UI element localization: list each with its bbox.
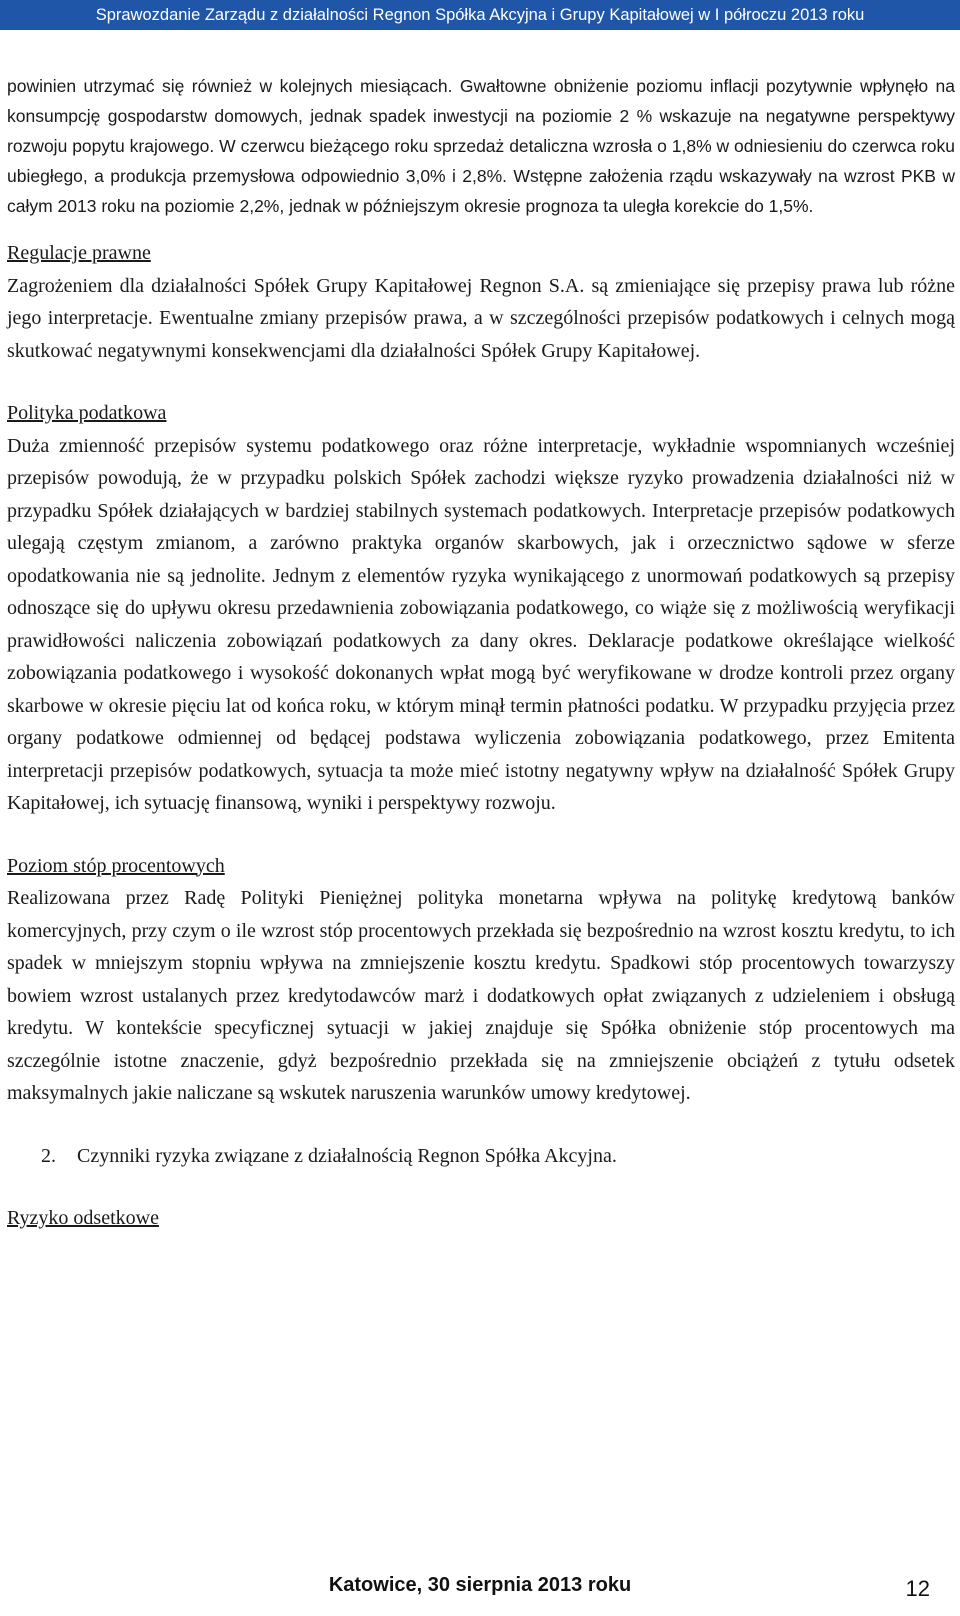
section-body-regulacje: Zagrożeniem dla działalności Spółek Grupy Kapitałowej Regnon S.A. są zmieniające się przepisy prawa lub różne jego interpretacje. Ewentualne zmiany przepisów prawa, a w szczególności przepisów podatkowych i celnych mogą skutkować negatywnymi konsekwencjami dla działalności Spółek Grupy Kapitałowej. xyxy=(7,274,955,362)
footer-place-date: Katowice, 30 sierpnia 2013 roku xyxy=(328,1574,632,1596)
intro-paragraph: powinien utrzymać się również w kolejnych miesiącach. Gwałtowne obniżenie poziomu inflacji pozytywnie wpłynęło na konsumpcję gospodarstw domowych, jednak spadek inwestycji na poziomie 2 % wskazuje na negatywne perspektywy rozwoju popytu krajowego. W czerwcu bieżącego roku sprzedaż detaliczna wzrosła o 1,8% w odniesieniu do czerwca roku ubiegłego, a produkcja przemysłowa odpowiednio 3,0% i 2,8%. Wstępne założenia rządu wskazywały na wzrost PKB w całym 2013 roku na poziomie 2,2%, jednak w późniejszym okresie prognoza ta uległa korekcie do 1,5%. xyxy=(7,76,955,216)
numbered-list-item xyxy=(7,1140,955,1173)
section-heading-polityka: Polityka podatkowa xyxy=(7,402,167,424)
document-header xyxy=(0,0,960,30)
document-body xyxy=(7,71,955,1235)
list-item-number: 2. xyxy=(41,1144,56,1167)
page-number: 12 xyxy=(905,1576,930,1601)
list-item-text: Czynniki ryzyka związane z działalnością Regnon Spółka Akcyjna. xyxy=(77,1144,617,1167)
section-heading-stopy: Poziom stóp procentowych xyxy=(7,854,225,877)
section-heading-odsetkowe: Ryzyko odsetkowe xyxy=(7,1207,159,1229)
section-body-stopy: Realizowana przez Radę Polityki Pieniężnej polityka monetarna wpływa na politykę kredytową banków komercyjnych, przy czym o ile wzrost stóp procentowych przekłada się bezpośrednio na wzrost kosztu kredytu, to ich spadek w mniejszym stopniu wpływa na zmniejszenie kosztu kredytu. Spadkowi stóp procentowych towarzyszy bowiem wzrost ustalanych przez kredytodawców marż i dodatkowych opłat związanych z udzieleniem i obsługą kredytu. W kontekście specyficznej sytuacji w jakiej znajduje się Spółka obniżenie stóp procentowych ma szczególnie istotne znaczenie, gdyż bezpośrednio przekłada się na zmniejszenie obciążeń z tytułu odsetek maksymalnych jakie naliczane są wskutek naruszenia warunków umowy kredytowej. xyxy=(7,887,955,1104)
section-heading-regulacje: Regulacje prawne xyxy=(7,242,151,264)
document-header-title: Sprawozdanie Zarządu z działalności Regnon Spółka Akcyjna i Grupy Kapitałowej w I półroczu 2013 roku xyxy=(95,6,865,24)
section-body-polityka: Duża zmienność przepisów systemu podatkowego oraz różne interpretacje, wykładnie wspomnianych wcześniej przepisów powodują, że w przypadku polskich Spółek zachodzi większe ryzyko prowadzenia działalności niż w przypadku Spółek działających w bardziej stabilnych systemach podatkowych. Interpretacje przepisów podatkowych ulegają częstym zmianom, a zarówno praktyka organów skarbowych, jak i orzecznictwo sądowe w sferze opodatkowania nie są jednolite. Jednym z elementów ryzyka wynikającego z unormowań podatkowych są przepisy odnoszące się do upływu okresu przedawnienia zobowiązania podatkowego, co wiąże się z możliwością weryfikacji prawidłowości naliczenia zobowiązań podatkowych za dany okres. Deklaracje podatkowe określające wielkość zobowiązania podatkowego i wysokość dokonanych wpłat mogą być weryfikowane w drodze kontroli przez organy skarbowe w okresie pięciu lat od końca roku, w którym minął termin płatności podatku. W przypadku przyjęcia przez organy podatkowe odmiennej od będącej podstawa wyliczenia zobowiązania podatkowego, przez Emitenta interpretacji przepisów podatkowych, sytuacja ta może mieć istotny negatywny wpływ na działalność Spółek Grupy Kapitałowej, ich sytuację finansową, wyniki i perspektywy rozwoju. xyxy=(7,434,955,814)
